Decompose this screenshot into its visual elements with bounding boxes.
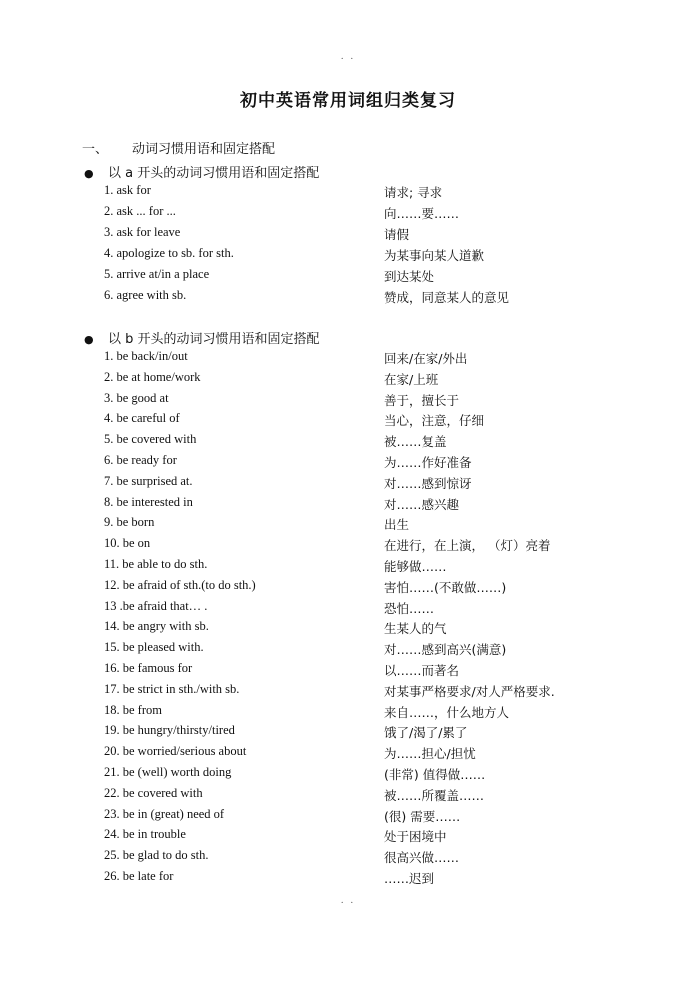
phrase-chinese: 善于，擅长于 <box>384 392 460 408</box>
phrase-entry <box>0 515 696 535</box>
phrase-entry <box>0 411 696 431</box>
phrase-english: 7. be surprised at. <box>104 473 193 488</box>
phrase-chinese: 当心，注意，仔细 <box>384 413 485 429</box>
header-mark: . . <box>340 52 356 62</box>
section-heading-text: 以 b 开头的动词习惯用语和固定搭配 <box>108 332 320 347</box>
phrase-english: 19. be hungry/thirsty/tired <box>104 723 235 738</box>
phrase-english: 13 .be afraid that… . <box>104 598 208 613</box>
phrase-english: 9. be born <box>104 515 155 530</box>
chapter-number: 一、 <box>82 142 109 157</box>
phrase-entry <box>0 474 696 494</box>
phrase-english: 1. be back/in/out <box>104 349 188 363</box>
phrase-chinese: 回来/在家/外出 <box>384 351 468 366</box>
phrase-english: 16. be famous for <box>104 661 193 675</box>
phrase-english: 4. apologize to sb. for sth. <box>104 246 234 260</box>
phrase-chinese: 在进行，在上演， （灯）亮着 <box>384 538 551 554</box>
phrase-entry <box>0 765 696 785</box>
bullet-icon: ● <box>84 167 94 180</box>
phrase-chinese: 能够做…… <box>384 559 447 574</box>
phrase-english: 2. be at home/work <box>104 369 201 384</box>
phrase-english: 26. be late for <box>104 869 174 883</box>
phrase-english: 24. be in trouble <box>104 827 186 842</box>
phrase-english: 21. be (well) worth doing <box>104 765 232 779</box>
phrase-entry <box>0 744 696 764</box>
phrase-chinese: 以……而著名 <box>384 663 460 678</box>
phrase-entry <box>0 578 696 598</box>
phrase-entry <box>0 703 696 723</box>
phrase-entry <box>0 225 696 245</box>
phrase-entry <box>0 827 696 847</box>
phrase-english: 6. be ready for <box>104 453 177 467</box>
phrase-chinese: 为某事向某人道歉 <box>384 248 485 263</box>
phrase-chinese: (很) 需要…… <box>384 808 461 824</box>
phrase-entry <box>0 723 696 743</box>
section-heading-text: 以 a 开头的动词习惯用语和固定搭配 <box>108 166 320 181</box>
phrase-english: 25. be glad to do sth. <box>104 848 209 863</box>
phrase-chinese: 饿了/渴了/累了 <box>384 725 468 741</box>
bullet-icon: ● <box>84 333 94 346</box>
phrase-entry <box>0 640 696 660</box>
phrase-english: 22. be covered with <box>104 785 203 800</box>
phrase-chinese: 到达某处 <box>384 269 435 284</box>
phrase-entry <box>0 495 696 515</box>
phrase-chinese: 被……所覆盖…… <box>384 787 485 803</box>
phrase-chinese: 请假 <box>384 227 410 242</box>
phrase-english: 10. be on <box>104 536 151 551</box>
phrase-entry <box>0 453 696 473</box>
phrase-entry <box>0 536 696 556</box>
phrase-english: 20. be worried/serious about <box>104 744 247 759</box>
phrase-chinese: 处于困境中 <box>384 829 447 845</box>
phrase-english: 23. be in (great) need of <box>104 806 225 821</box>
phrase-entry <box>0 807 696 827</box>
document-title: 初中英语常用词组归类复习 <box>240 91 456 111</box>
phrase-chinese: 为……作好准备 <box>384 455 472 470</box>
phrase-entry <box>0 204 696 224</box>
phrase-chinese: 请求; 寻求 <box>384 185 443 200</box>
phrase-entry <box>0 267 696 287</box>
phrase-english: 8. be interested in <box>104 494 193 509</box>
phrase-chinese: 被……复盖 <box>384 434 447 450</box>
phrase-chinese: 恐怕…… <box>384 600 435 616</box>
phrase-chinese: 为……担心/担忧 <box>384 746 476 762</box>
phrase-english: 3. be good at <box>104 390 169 405</box>
phrase-english: 2. ask ... for ... <box>104 204 176 218</box>
phrase-english: 3. ask for leave <box>104 225 181 239</box>
phrase-entry <box>0 619 696 639</box>
footer-mark: . . <box>340 896 356 906</box>
phrase-chinese: 对某事严格要求/对人严格要求. <box>384 683 555 699</box>
phrase-english: 1. ask for <box>104 183 151 197</box>
phrase-chinese: 生某人的气 <box>384 621 447 637</box>
phrase-entry <box>0 246 696 266</box>
phrase-english: 17. be strict in sth./with sb. <box>104 681 240 696</box>
phrase-entry <box>0 432 696 452</box>
phrase-entry <box>0 349 696 369</box>
phrase-english: 4. be careful of <box>104 411 180 426</box>
chapter-heading <box>82 138 275 157</box>
phrase-chinese: 出生 <box>384 517 410 533</box>
phrase-entry <box>0 599 696 619</box>
phrase-english: 5. arrive at/in a place <box>104 267 210 281</box>
phrase-chinese: 对……感到惊讶 <box>384 475 472 491</box>
phrase-chinese: 在家/上班 <box>384 371 439 387</box>
phrase-entry <box>0 786 696 806</box>
phrase-chinese: 害怕……(不敢做……) <box>384 579 507 595</box>
phrase-english: 18. be from <box>104 702 162 717</box>
phrase-chinese: 对……感兴趣 <box>384 496 460 512</box>
phrase-entry <box>0 661 696 681</box>
phrase-entry <box>0 288 696 308</box>
phrase-entry <box>0 869 696 889</box>
phrase-chinese: ……迟到 <box>384 871 435 886</box>
phrase-english: 6. agree with sb. <box>104 288 187 302</box>
phrase-entry <box>0 682 696 702</box>
phrase-english: 15. be pleased with. <box>104 640 204 655</box>
phrase-english: 14. be angry with sb. <box>104 619 209 634</box>
section-heading-a <box>84 162 319 181</box>
phrase-chinese: 来自……，什么地方人 <box>384 704 510 720</box>
phrase-chinese: 很高兴做…… <box>384 850 460 866</box>
phrase-entry <box>0 370 696 390</box>
phrase-entry <box>0 557 696 577</box>
chapter-label: 动词习惯用语和固定搭配 <box>132 142 276 157</box>
section-heading-b <box>84 328 320 347</box>
phrase-english: 5. be covered with <box>104 432 197 447</box>
phrase-entry <box>0 183 696 203</box>
phrase-english: 11. be able to do sth. <box>104 557 208 571</box>
phrase-chinese: 向……要…… <box>384 206 460 221</box>
phrase-entry <box>0 848 696 868</box>
phrase-english: 12. be afraid of sth.(to do sth.) <box>104 577 256 592</box>
phrase-chinese: (非常) 值得做…… <box>384 767 486 782</box>
phrase-entry <box>0 391 696 411</box>
phrase-chinese: 对……感到高兴(满意) <box>384 642 507 658</box>
phrase-chinese: 赞成，同意某人的意见 <box>384 290 510 305</box>
